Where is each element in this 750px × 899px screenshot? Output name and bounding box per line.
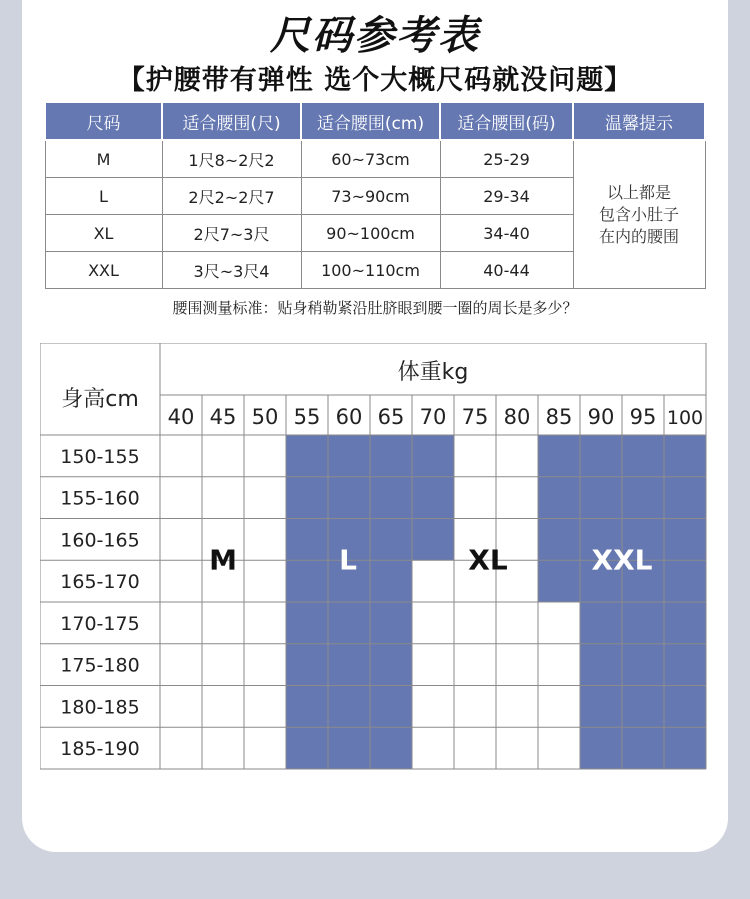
region-label-xl: XL <box>468 543 508 577</box>
height-tick-label: 185-190 <box>60 738 140 761</box>
region-label-l: L <box>339 543 357 577</box>
grid-cell-l <box>286 686 328 728</box>
grid-cell-xxl <box>622 727 664 769</box>
grid-cell-xxl <box>538 560 580 602</box>
grid-cell-xxl <box>580 686 622 728</box>
grid-cell-xxl <box>538 477 580 519</box>
weight-tick-label: 55 <box>293 405 321 429</box>
row-header-label: 身高cm <box>61 387 139 412</box>
weight-tick-label: 80 <box>503 405 531 429</box>
height-tick-label: 150-155 <box>60 445 140 468</box>
height-tick-label: 160-165 <box>60 529 140 552</box>
height-tick-label: 170-175 <box>60 612 140 635</box>
grid-cell-l <box>286 602 328 644</box>
cell-waist-chi: 3尺~3尺4 <box>162 252 301 289</box>
header-tip: 温馨提示 <box>573 102 705 140</box>
grid-cell-xxl <box>622 686 664 728</box>
grid-cell-l <box>370 727 412 769</box>
grid-cell-xxl <box>664 727 706 769</box>
grid-cell-xxl <box>580 477 622 519</box>
grid-cell-l <box>286 519 328 561</box>
grid-cell-xxl <box>580 727 622 769</box>
measure-note: 腰围测量标准：贴身稍勒紧沿肚脐眼到腰一圈的周长是多少？ <box>172 299 578 317</box>
height-tick-label: 155-160 <box>60 487 140 510</box>
grid-cell-l <box>412 519 454 561</box>
weight-tick-label: 95 <box>629 405 657 429</box>
weight-tick-label: 100 <box>666 407 704 429</box>
weight-tick-label: 85 <box>545 405 573 429</box>
grid-cell-l <box>370 602 412 644</box>
cell-waist-cm: 60~73cm <box>301 140 440 178</box>
grid-cell-l <box>286 644 328 686</box>
height-tick-label: 180-185 <box>60 696 140 719</box>
cell-waist-ma: 25-29 <box>440 140 573 178</box>
size-grid-chart <box>40 343 710 775</box>
weight-tick-label: 65 <box>377 405 405 429</box>
grid-cell-l <box>370 477 412 519</box>
grid-cell-l <box>328 686 370 728</box>
height-tick-label: 165-170 <box>60 571 140 594</box>
cell-waist-cm: 90~100cm <box>301 215 440 252</box>
grid-cell-xxl <box>664 435 706 477</box>
grid-cell-xxl <box>622 644 664 686</box>
table-row <box>45 140 705 178</box>
grid-cell-l <box>370 686 412 728</box>
grid-cell-l <box>286 560 328 602</box>
grid-cell-xxl <box>664 519 706 561</box>
page-title: 尺码参考表 <box>270 13 480 59</box>
grid-cell-l <box>328 727 370 769</box>
grid-cell-l <box>412 435 454 477</box>
grid-cell-l <box>370 644 412 686</box>
grid-cell-xxl <box>664 686 706 728</box>
header-size: 尺码 <box>45 102 162 140</box>
cell-waist-ma: 34-40 <box>440 215 573 252</box>
grid-cell-xxl <box>538 435 580 477</box>
header-waist-chi: 适合腰围(尺) <box>162 102 301 140</box>
grid-cell-l <box>328 602 370 644</box>
grid-cell-l <box>412 477 454 519</box>
cell-tip <box>573 140 705 289</box>
grid-cell-xxl <box>580 435 622 477</box>
cell-waist-cm: 100~110cm <box>301 252 440 289</box>
grid-cell-xxl <box>664 644 706 686</box>
grid-cell-l <box>328 477 370 519</box>
column-header-label: 体重kg <box>397 360 469 385</box>
height-tick-label: 175-180 <box>60 654 140 677</box>
region-label-m: M <box>209 543 237 577</box>
tip-line: 包含小肚子 <box>598 204 679 224</box>
cell-waist-chi: 1尺8~2尺2 <box>162 140 301 178</box>
cell-size: M <box>45 140 162 178</box>
size-grid-svg <box>40 343 710 771</box>
weight-tick-label: 90 <box>587 405 615 429</box>
grid-cell-l <box>370 519 412 561</box>
weight-tick-label: 70 <box>419 405 447 429</box>
grid-cell-l <box>328 644 370 686</box>
weight-tick-label: 45 <box>209 405 237 429</box>
cell-waist-ma: 29-34 <box>440 178 573 215</box>
grid-cell-l <box>328 435 370 477</box>
grid-cell-xxl <box>622 435 664 477</box>
grid-cell-l <box>370 435 412 477</box>
header-waist-cm: 适合腰围(cm) <box>301 102 440 140</box>
grid-cell-xxl <box>580 644 622 686</box>
grid-cell-xxl <box>538 519 580 561</box>
grid-cell-xxl <box>622 602 664 644</box>
grid-cell-l <box>286 727 328 769</box>
cell-size: L <box>45 178 162 215</box>
cell-waist-chi: 2尺7~3尺 <box>162 215 301 252</box>
header-waist-ma: 适合腰围(码) <box>440 102 573 140</box>
grid-cell-xxl <box>664 602 706 644</box>
size-table <box>44 101 706 289</box>
grid-cell-l <box>370 560 412 602</box>
weight-tick-label: 60 <box>335 405 363 429</box>
grid-cell-xxl <box>664 560 706 602</box>
cell-waist-ma: 40-44 <box>440 252 573 289</box>
grid-cell-l <box>286 435 328 477</box>
cell-waist-chi: 2尺2~2尺7 <box>162 178 301 215</box>
weight-tick-label: 75 <box>461 405 489 429</box>
weight-tick-label: 40 <box>167 405 195 429</box>
region-label-xxl: XXL <box>591 543 653 577</box>
page-subtitle: 【护腰带有弹性 选个大概尺码就没问题】 <box>117 65 633 96</box>
tip-line: 以上都是 <box>606 182 671 202</box>
grid-cell-xxl <box>580 602 622 644</box>
cell-size: XL <box>45 215 162 252</box>
cell-waist-cm: 73~90cm <box>301 178 440 215</box>
grid-cell-xxl <box>622 477 664 519</box>
cell-size: XXL <box>45 252 162 289</box>
tip-line: 在内的腰围 <box>598 226 679 246</box>
size-table-header <box>45 102 705 140</box>
grid-cell-xxl <box>664 477 706 519</box>
weight-tick-label: 50 <box>251 405 279 429</box>
grid-cell-l <box>286 477 328 519</box>
